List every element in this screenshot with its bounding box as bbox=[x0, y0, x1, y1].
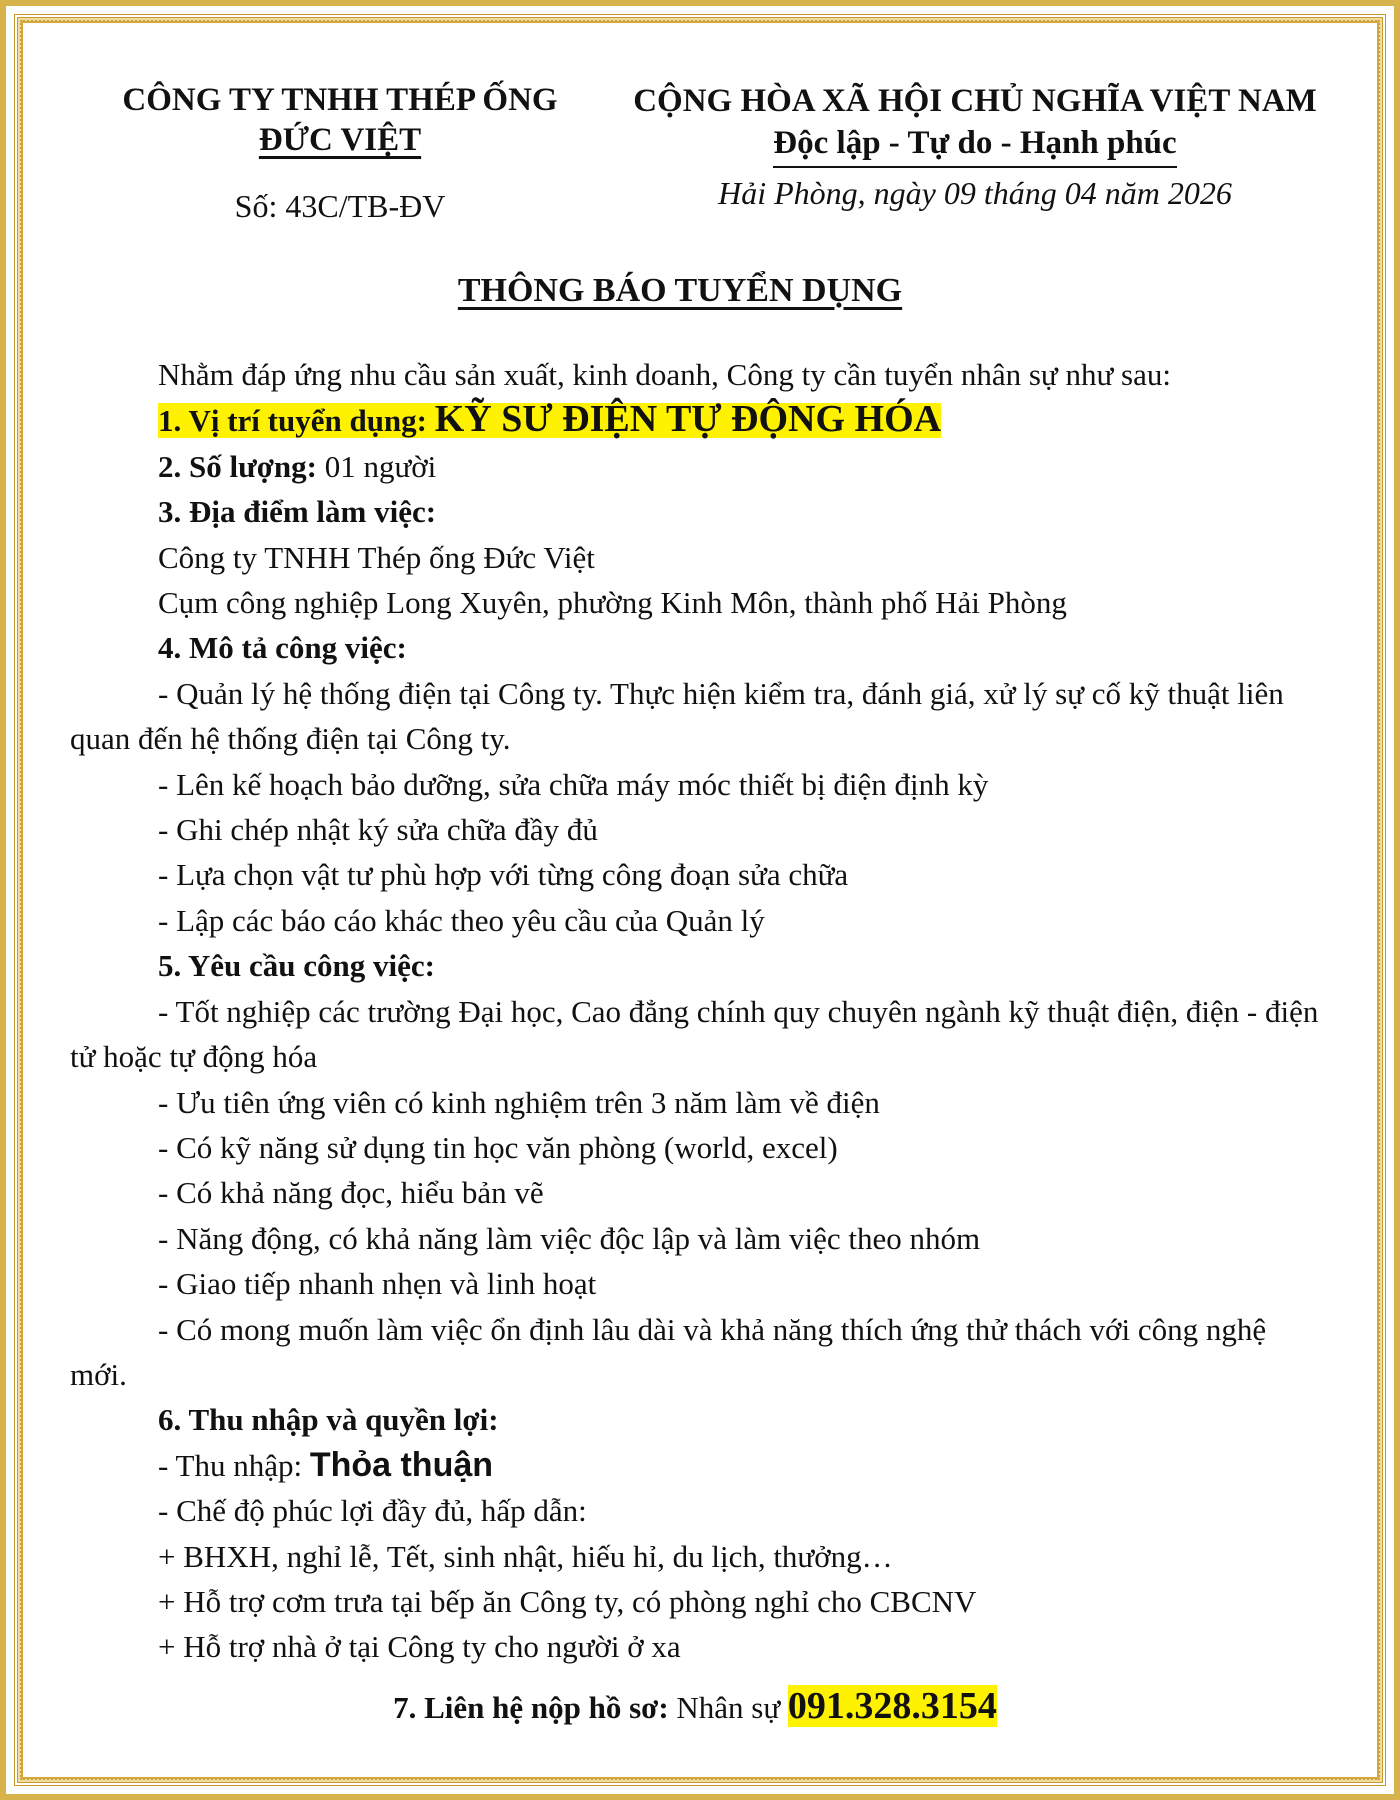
benefit-item: + Hỗ trợ cơm trưa tại bếp ăn Công ty, có phòng nghỉ cho CBCNV bbox=[158, 1583, 977, 1619]
spacer bbox=[70, 1670, 1320, 1684]
company-name-line1: CÔNG TY TNHH THÉP ỐNG bbox=[122, 82, 558, 118]
location-label: 3. Địa điểm làm việc: bbox=[158, 494, 437, 530]
quantity-value: 01 người bbox=[316, 448, 437, 484]
nation-title: CỘNG HÒA XÃ HỘI CHỦ NGHĨA VIỆT NAM bbox=[633, 83, 1317, 119]
issue-date: Hải Phòng, ngày 09 tháng 04 năm 2026 bbox=[718, 175, 1232, 211]
doc-number: Số: 43C/TB-ĐV bbox=[234, 188, 446, 224]
intro-text: Nhằm đáp ứng nhu cầu sản xuất, kinh doanh, Công ty cần tuyển nhân sự như sau: bbox=[158, 357, 1171, 392]
requirement-item: - Năng động, có khả năng làm việc độc lập và làm việc theo nhóm bbox=[158, 1220, 981, 1256]
description-item: - Quản lý hệ thống điện tại Công ty. Thực hiện kiểm tra, đánh giá, xử lý sự cố kỹ thuật liên quan đến hệ thống điện tại Công ty. bbox=[70, 675, 1284, 757]
requirement-item: - Có khả năng đọc, hiểu bản vẽ bbox=[158, 1175, 544, 1211]
requirement-item: - Giao tiếp nhanh nhẹn và linh hoạt bbox=[158, 1266, 597, 1302]
benefit-item: - Chế độ phúc lợi đầy đủ, hấp dẫn: bbox=[158, 1493, 587, 1529]
description-item: - Lên kế hoạch bảo dưỡng, sửa chữa máy móc thiết bị điện định kỳ bbox=[158, 766, 989, 802]
description-item: - Lựa chọn vật tư phù hợp với từng công đoạn sửa chữa bbox=[158, 857, 849, 893]
header-left bbox=[90, 80, 590, 226]
location-line2: Cụm công nghiệp Long Xuyên, phường Kinh Môn, thành phố Hải Phòng bbox=[158, 585, 1067, 621]
requirements-label: 5. Yêu cầu công việc: bbox=[158, 948, 435, 984]
contact-phone: 091.328.3154 bbox=[787, 1684, 997, 1727]
requirement-item: - Có mong muốn làm việc ổn định lâu dài và khả năng thích ứng thử thách với công nghệ mới. bbox=[70, 1311, 1267, 1392]
requirement-item: - Tốt nghiệp các trường Đại học, Cao đẳng chính quy chuyên ngành kỹ thuật điện, điện - điện tử hoặc tự động hóa bbox=[70, 993, 1319, 1075]
contact-label: 7. Liên hệ nộp hồ sơ: bbox=[393, 1689, 669, 1725]
quantity-row bbox=[70, 444, 1320, 489]
motto: Độc lập - Tự do - Hạnh phúc bbox=[773, 122, 1176, 168]
benefit-item: + Hỗ trợ nhà ở tại Công ty cho người ở xa bbox=[158, 1629, 681, 1665]
contact-row bbox=[70, 1684, 1320, 1730]
description-label: 4. Mô tả công việc: bbox=[158, 630, 407, 666]
description-item: - Ghi chép nhật ký sửa chữa đầy đủ bbox=[158, 812, 598, 848]
requirement-item: - Ưu tiên ứng viên có kinh nghiệm trên 3 năm làm về điện bbox=[158, 1084, 880, 1120]
header-right bbox=[630, 80, 1320, 214]
benefits-label: 6. Thu nhập và quyền lợi: bbox=[158, 1402, 499, 1438]
announcement-body bbox=[70, 352, 1320, 1730]
contact-text: Nhân sự bbox=[668, 1689, 788, 1725]
income-prefix: - Thu nhập: bbox=[158, 1447, 310, 1483]
income-value: Thỏa thuận bbox=[309, 1445, 494, 1484]
position-value: KỸ SƯ ĐIỆN TỰ ĐỘNG HÓA bbox=[434, 398, 942, 441]
page-title: THÔNG BÁO TUYỂN DỤNG bbox=[457, 272, 903, 309]
company-name-line2: ĐỨC VIỆT bbox=[258, 122, 422, 158]
requirement-item: - Có kỹ năng sử dụng tin học văn phòng (world, excel) bbox=[158, 1129, 838, 1165]
position-label: 1. Vị trí tuyển dụng: bbox=[158, 403, 435, 439]
quantity-label: 2. Số lượng: bbox=[158, 448, 317, 484]
benefit-item: + BHXH, nghỉ lễ, Tết, sinh nhật, hiếu hỉ, du lịch, thưởng… bbox=[158, 1538, 893, 1574]
position-highlight bbox=[158, 398, 942, 441]
location-line1: Công ty TNHH Thép ống Đức Việt bbox=[158, 539, 595, 575]
position-row bbox=[70, 397, 1320, 443]
income-row bbox=[70, 1443, 1320, 1488]
description-item: - Lập các báo cáo khác theo yêu cầu của Quản lý bbox=[158, 902, 765, 938]
